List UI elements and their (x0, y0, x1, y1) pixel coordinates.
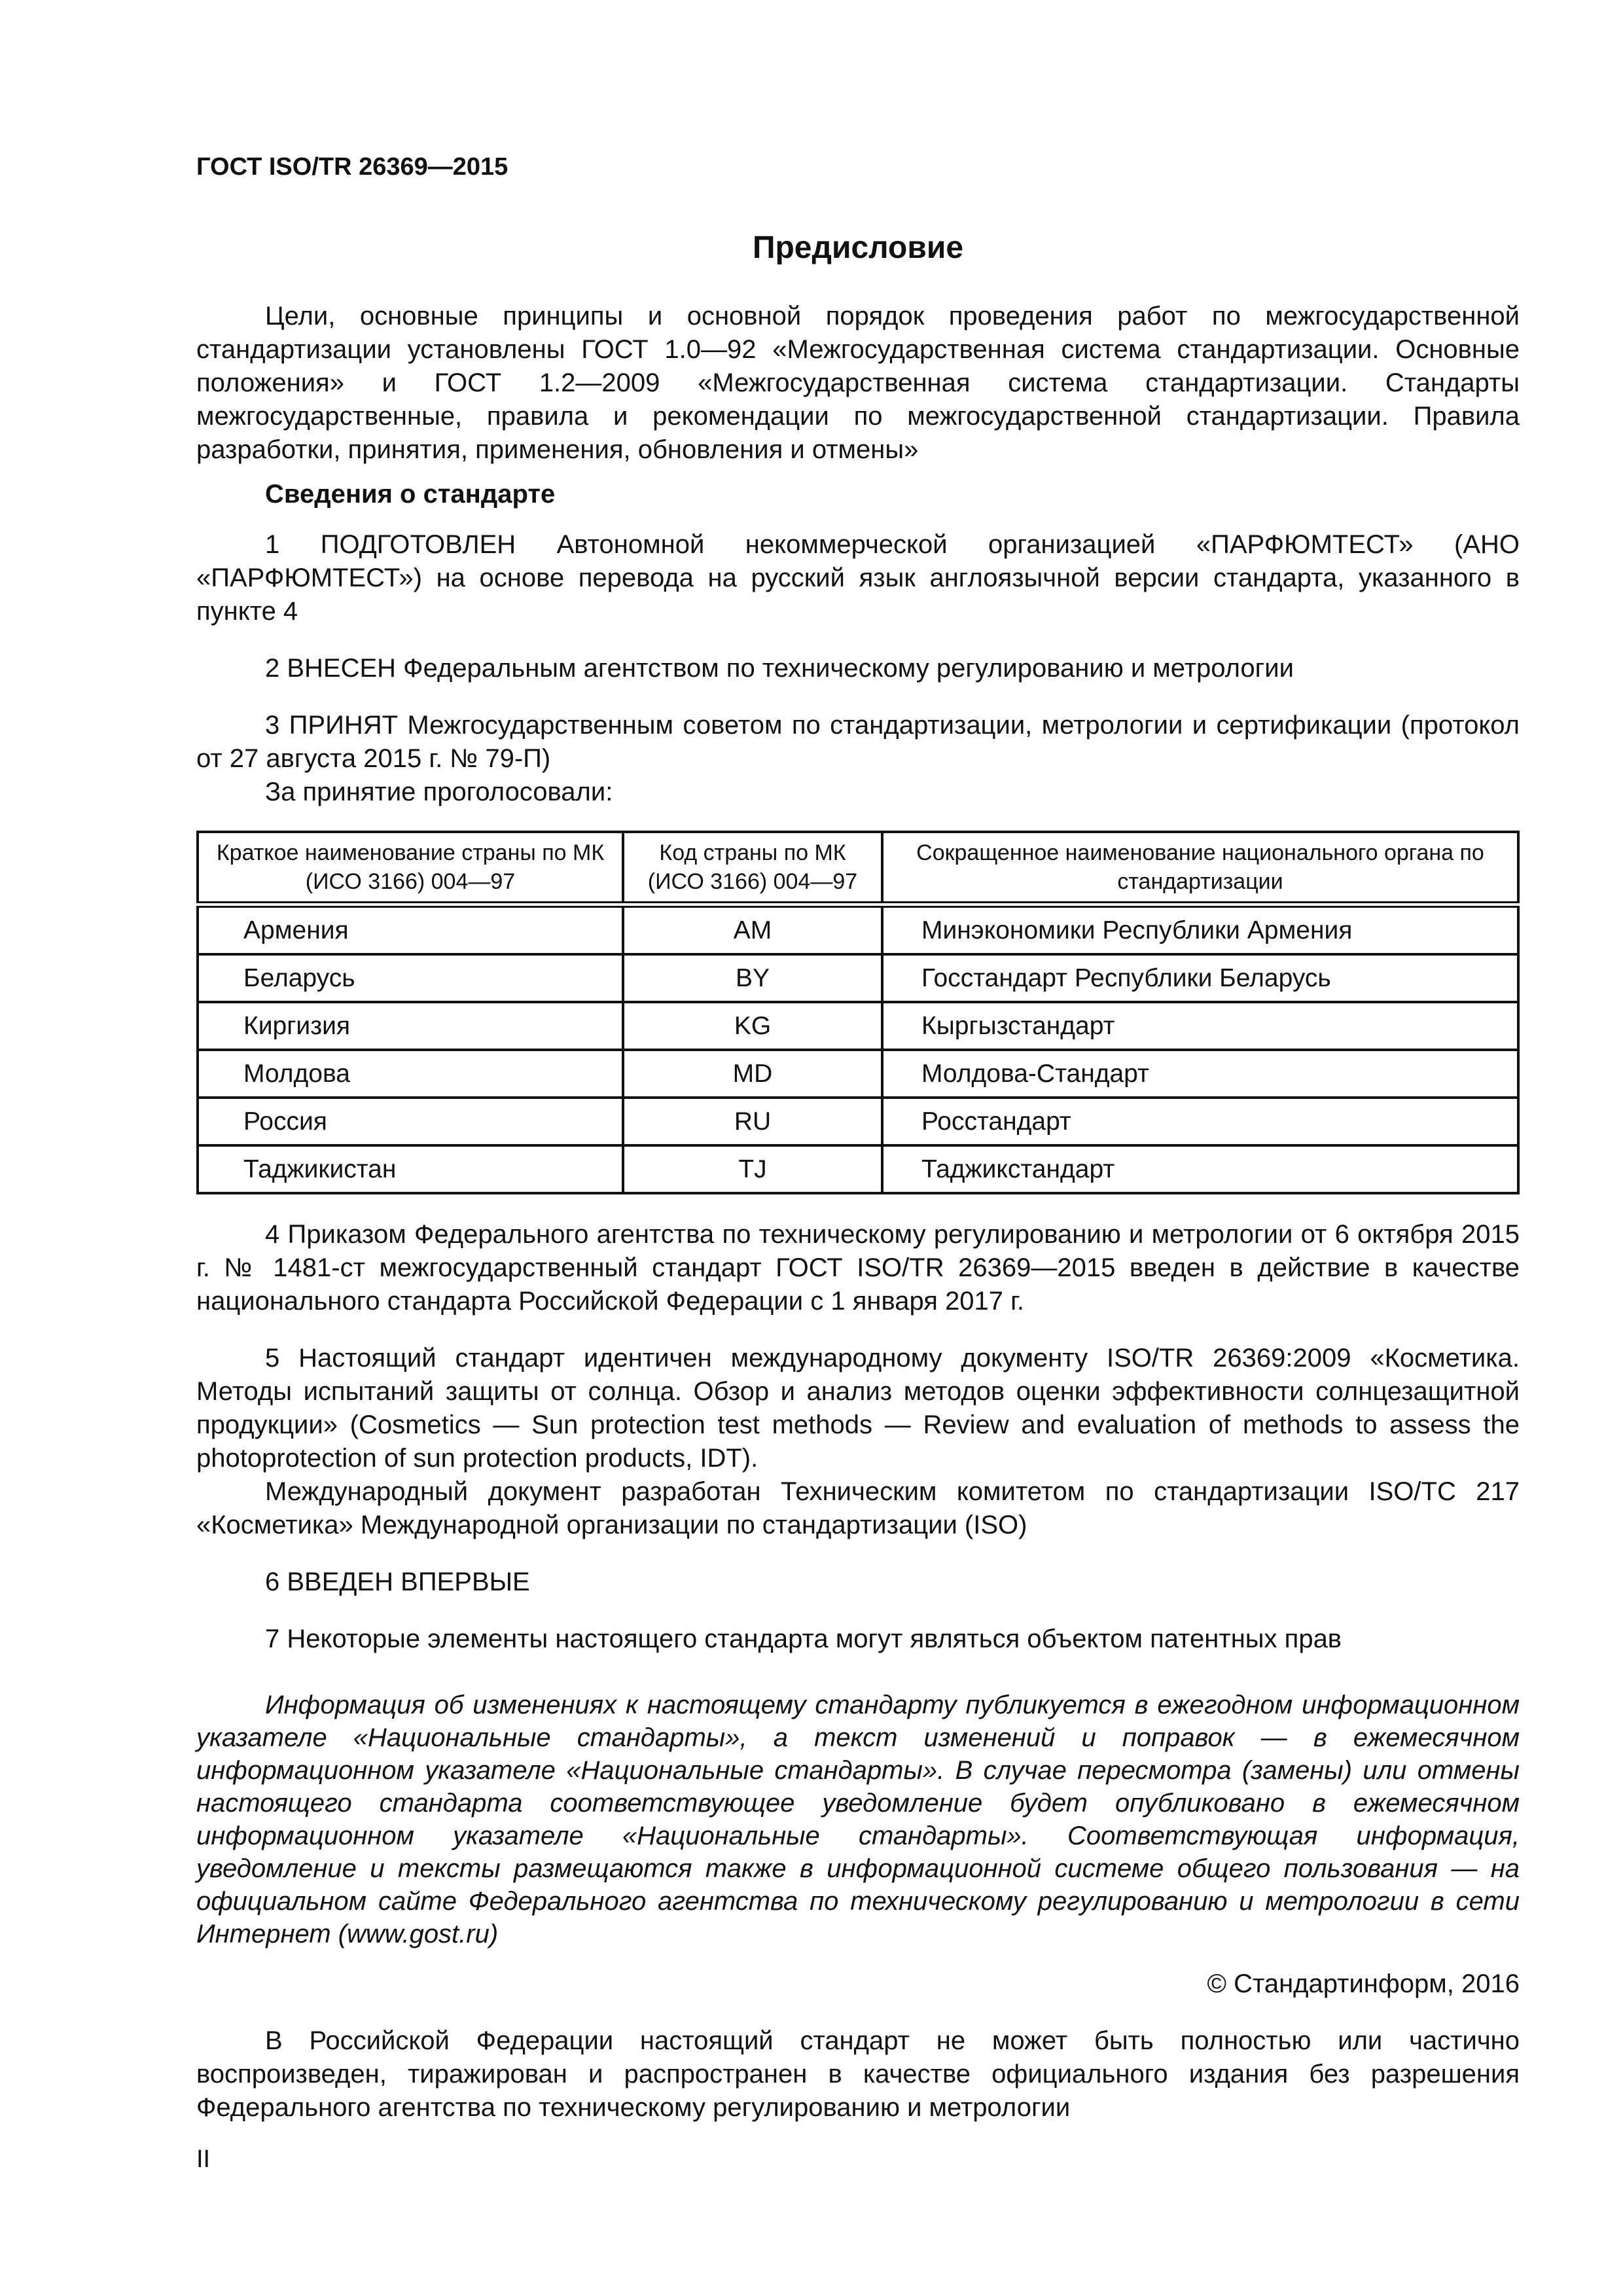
cell-body: Кыргызстандарт (882, 1002, 1518, 1050)
copyright: © Стандартинформ, 2016 (1207, 1969, 1520, 1998)
item-5: 5 Настоящий стандарт идентичен международному документу ISO/TR 26369:2009 «Косметика. Методы испытаний защиты от солнца. Обзор и анализ методов оценки эффективности солнцезащитной продукции» (Cosmetics — Sun protection test methods — Review and evaluation of methods to assess the photoprotection of sun protection products, IDT). (196, 1344, 1520, 1473)
item-3-vote: За принятие проголосовали: (265, 778, 613, 806)
section-heading: Сведения о стандарте (265, 480, 556, 509)
cell-body: Госстандарт Республики Беларусь (882, 954, 1518, 1002)
table-row (198, 905, 1518, 954)
table-header-row (198, 832, 1518, 905)
item-4: 4 Приказом Федерального агентства по техническому регулированию и метрологии от 6 октября 2015 г. № 1481-ст межгосударственный стандарт ГОСТ ISO/TR 26369—2015 введен в действие в качестве национального стандарта Российской Федерации с 1 января 2017 г. (196, 1220, 1520, 1316)
voting-countries-table (196, 831, 1520, 1194)
item-3: 3 ПРИНЯТ Межгосударственным советом по стандартизации, метрологии и сертификации (протокол от 27 августа 2015 г. № 79-П) (196, 711, 1520, 773)
cell-body: Росстандарт (882, 1098, 1518, 1145)
document-code: ГОСТ ISO/TR 26369—2015 (196, 153, 508, 181)
page-number: II (196, 2145, 211, 2173)
cell-body: Таджикстандарт (882, 1145, 1518, 1193)
cell-code: MD (623, 1050, 882, 1098)
item-6: 6 ВВЕДЕН ВПЕРВЫЕ (265, 1568, 530, 1596)
column-header-code: Код страны по МК (ИСО 3166) 004—97 (623, 832, 882, 905)
item-7: 7 Некоторые элементы настоящего стандарта могут являться объектом патентных прав (265, 1624, 1342, 1653)
table-row (198, 954, 1518, 1002)
cell-code: BY (623, 954, 882, 1002)
table-row (198, 1050, 1518, 1098)
cell-body: Минэкономики Республики Армения (882, 905, 1518, 954)
intro-paragraph: Цели, основные принципы и основной порядок проведения работ по межгосударственной стандартизации установлены ГОСТ 1.0—92 «Межгосударственная система стандартизации. Основные положения» и ГОСТ 1.2—2009 «Межгосударственная система стандартизации. Стандарты межгосударственные, правила и рекомендации по межгосударственной стандартизации. Правила разработки, принятия, применения, обновления и отмены» (196, 302, 1520, 464)
item-5-committee: Международный документ разработан Техническим комитетом по стандартизации ISO/TC 217 «Косметика» Международной организации по стандартизации (ISO) (196, 1477, 1520, 1539)
table-row (198, 1002, 1518, 1050)
cell-code: KG (623, 1002, 882, 1050)
cell-country: Россия (198, 1098, 623, 1145)
item-2: 2 ВНЕСЕН Федеральным агентством по техническому регулированию и метрологии (265, 654, 1294, 683)
cell-country: Молдова (198, 1050, 623, 1098)
table-row (198, 1098, 1518, 1145)
cell-code: AM (623, 905, 882, 954)
cell-country: Таджикистан (198, 1145, 623, 1193)
column-header-country: Краткое наименование страны по МК (ИСО 3166) 004—97 (198, 832, 623, 905)
column-header-body: Сокращенное наименование национального органа по стандартизации (882, 832, 1518, 905)
cell-code: TJ (623, 1145, 882, 1193)
cell-code: RU (623, 1098, 882, 1145)
cell-body: Молдова-Стандарт (882, 1050, 1518, 1098)
cell-country: Армения (198, 905, 623, 954)
reproduction-rights: В Российской Федерации настоящий стандарт не может быть полностью или частично воспроизведен, тиражирован и распространен в качестве официального издания без разрешения Федерального агентства по техническому регулированию и метрологии (196, 2026, 1520, 2122)
cell-country: Киргизия (198, 1002, 623, 1050)
amendments-notice: Информация об изменениях к настоящему стандарту публикуется в ежегодном информационном указателе «Национальные стандарты», а текст изменений и поправок — в ежемесячном информационном указателе «Национальные стандарты». В случае пересмотра (замены) или отмены настоящего стандарта соответствующее уведомление будет опубликовано в ежемесячном информационном указателе «Национальные стандарты». Соответствующая информация, уведомление и тексты размещаются также в информационной системе общего пользования — на официальном сайте Федерального агентства по техническому регулированию и метрологии в сети Интернет (www.gost.ru) (196, 1691, 1520, 1948)
table-row (198, 1145, 1518, 1193)
cell-country: Беларусь (198, 954, 623, 1002)
item-1: 1 ПОДГОТОВЛЕН Автономной некоммерческой организацией «ПАРФЮМТЕСТ» (АНО «ПАРФЮМТЕСТ») на основе перевода на русский язык англоязычной версии стандарта, указанного в пункте 4 (196, 530, 1520, 626)
page-title: Предисловие (752, 230, 964, 265)
